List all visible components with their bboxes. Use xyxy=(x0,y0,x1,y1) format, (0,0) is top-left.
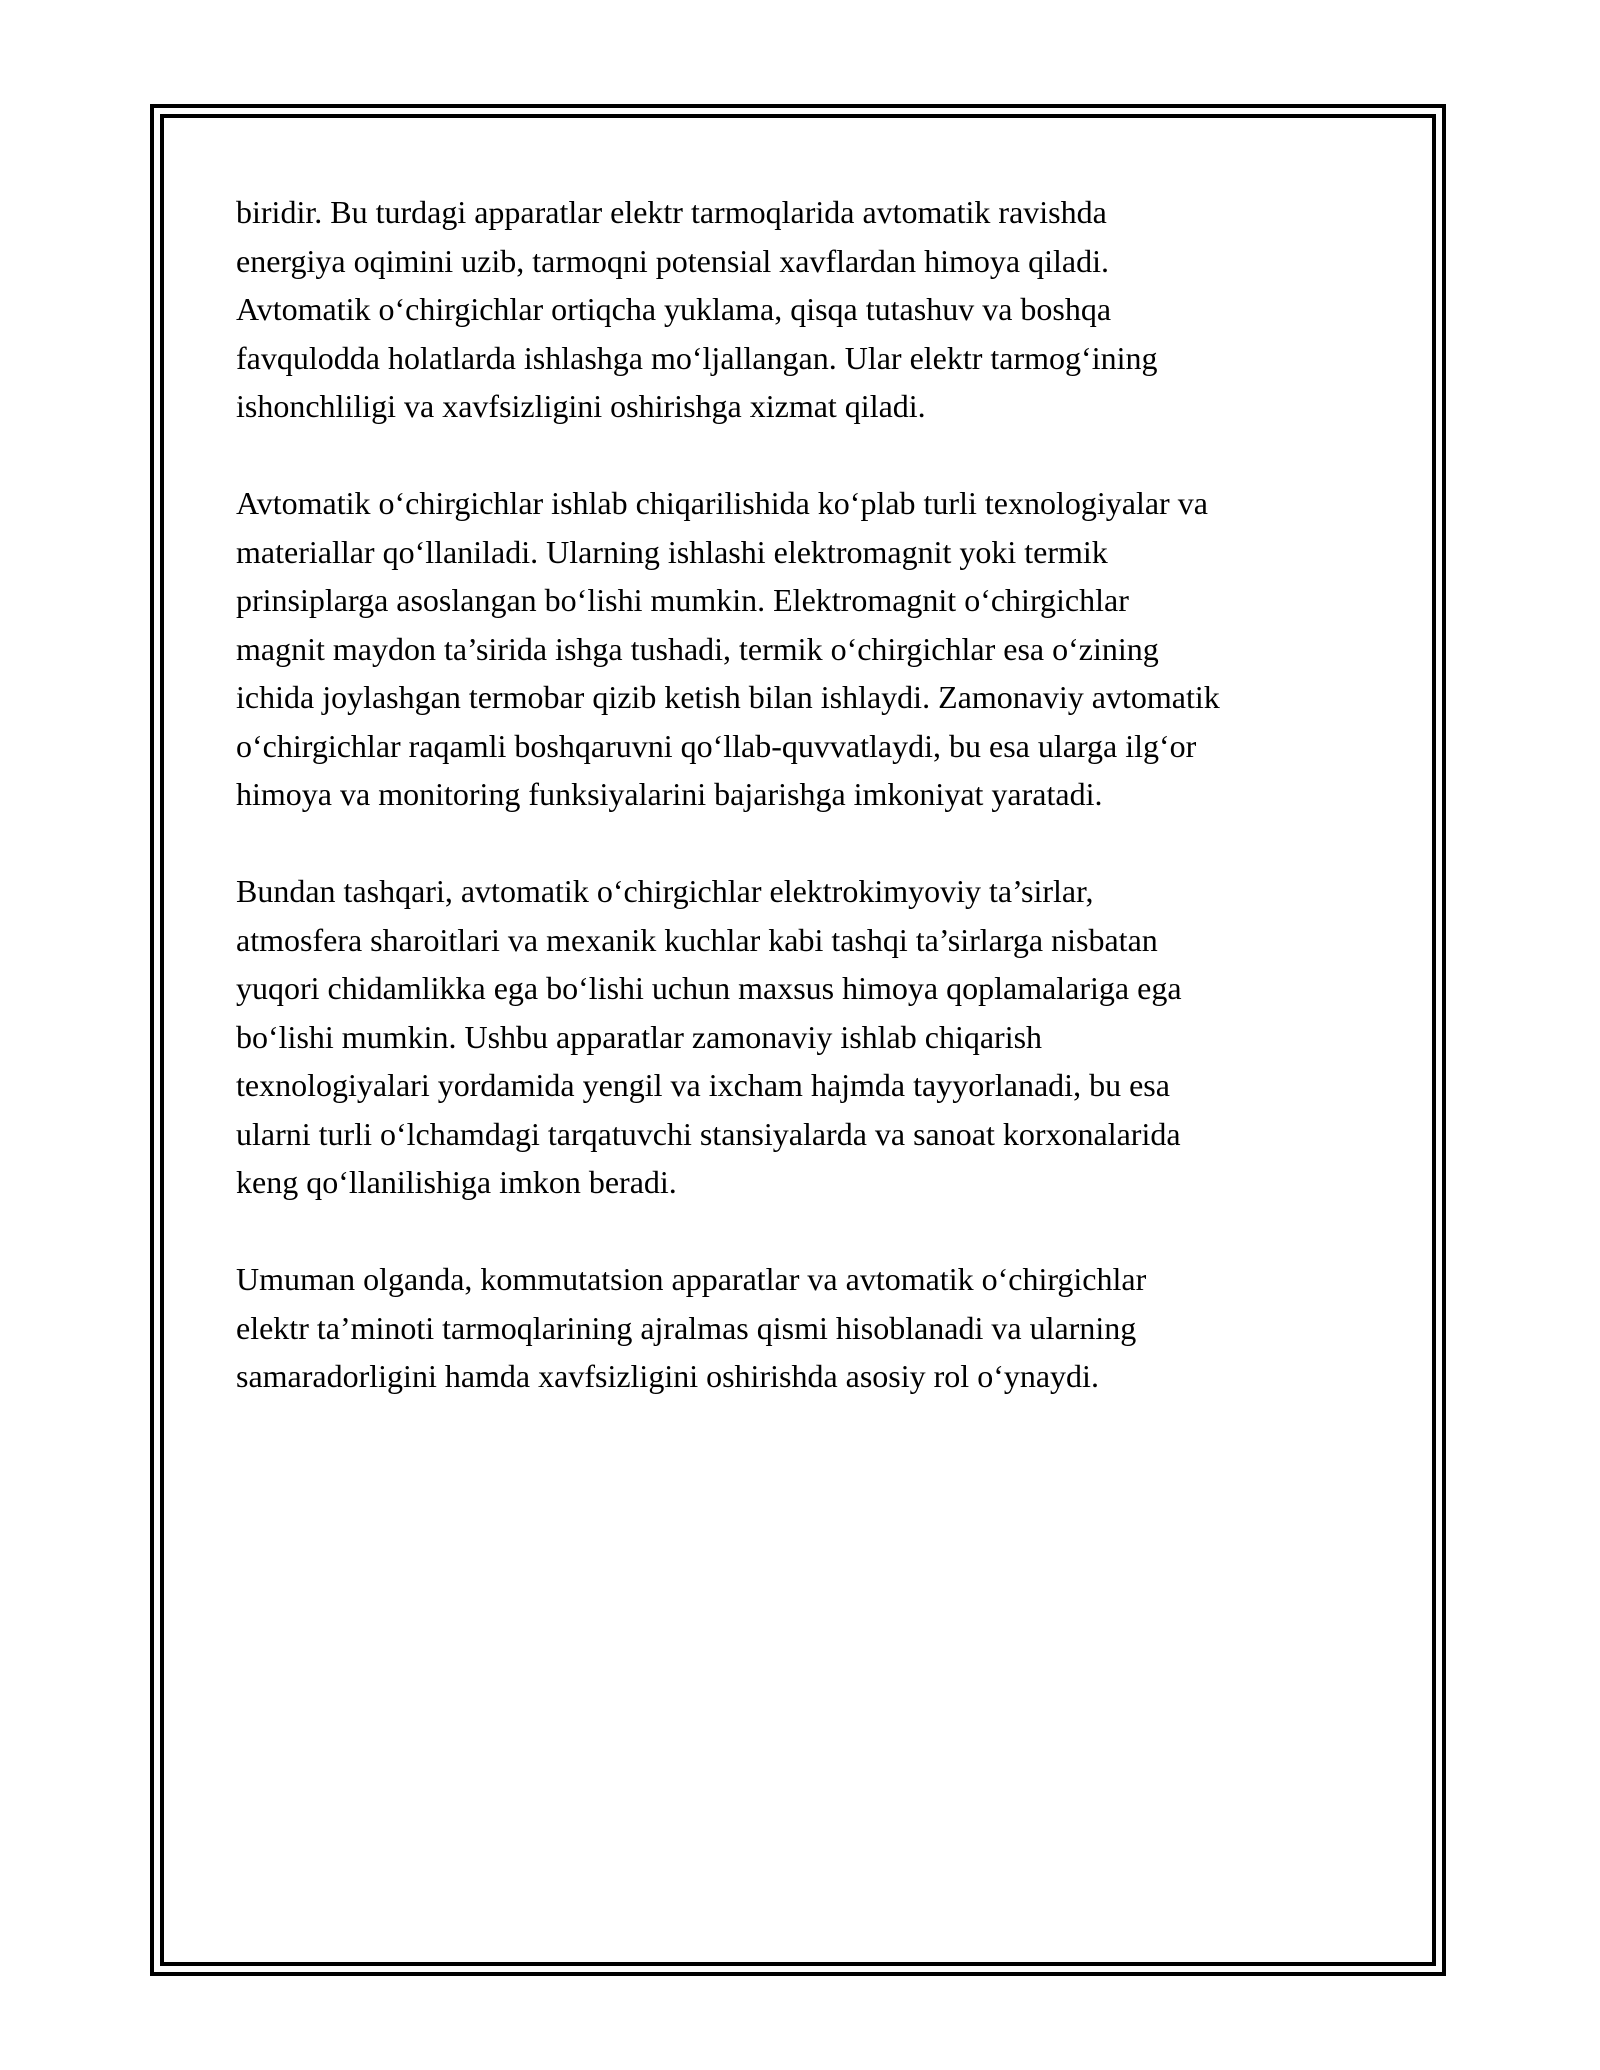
paragraph-2 xyxy=(236,479,1376,819)
text-line: energiya oqimini uzib, tarmoqni potensial xavflardan himoya qiladi. xyxy=(236,242,1109,279)
text-line: himoya va monitoring funksiyalarini bajarishga imkoniyat yaratadi. xyxy=(236,776,1103,812)
text-line: samaradorligini hamda xavfsizligini oshirishda asosiy rol o‘ynaydi. xyxy=(236,1358,1099,1394)
text-line: Avtomatik o‘chirgichlar ishlab chiqarilishida ko‘plab turli texnologiyalar va xyxy=(236,485,1208,521)
text-line: ishonchliligi va xavfsizligini oshirishga xizmat qiladi. xyxy=(236,388,926,424)
text-line: bo‘lishi mumkin. Ushbu apparatlar zamonaviy ishlab chiqarish xyxy=(236,1018,1043,1055)
text-line: Bundan tashqari, avtomatik o‘chirgichlar elektrokimyoviy ta’sirlar, xyxy=(236,873,1094,909)
text-line: magnit maydon ta’sirida ishga tushadi, termik o‘chirgichlar esa o‘zining xyxy=(236,630,1159,667)
paragraph-1 xyxy=(236,188,1376,431)
document-body xyxy=(236,188,1376,1449)
text-line: o‘chirgichlar raqamli boshqaruvni qo‘llab-quvvatlaydi, bu esa ularga ilg‘or xyxy=(236,727,1197,764)
text-line: favqulodda holatlarda ishlashga mo‘ljallangan. Ular elektr tarmog‘ining xyxy=(236,339,1158,376)
paragraph-3 xyxy=(236,867,1376,1207)
text-line: ichida joylashgan termobar qizib ketish bilan ishlaydi. Zamonaviy avtomatik xyxy=(236,679,1220,715)
text-line: atmosfera sharoitlari va mexanik kuchlar kabi tashqi ta’sirlarga nisbatan xyxy=(236,921,1158,958)
text-line: Umuman olganda, kommutatsion apparatlar va avtomatik o‘chirgichlar xyxy=(236,1261,1147,1297)
text-line: biridir. Bu turdagi apparatlar elektr tarmoqlarida avtomatik ravishda xyxy=(236,194,1107,230)
text-line: texnologiyalari yordamida yengil va ixcham hajmda tayyorlanadi, bu esa xyxy=(236,1067,1170,1103)
text-line: elektr ta’minoti tarmoqlarining ajralmas qismi hisoblanadi va ularning xyxy=(236,1309,1137,1346)
text-line: ularni turli o‘lchamdagi tarqatuvchi stansiyalarda va sanoat korxonalarida xyxy=(236,1115,1181,1152)
text-line: prinsiplarga asoslangan bo‘lishi mumkin. Elektromagnit o‘chirgichlar xyxy=(236,582,1129,618)
paragraph-4 xyxy=(236,1255,1376,1401)
text-line: keng qo‘llanilishiga imkon beradi. xyxy=(236,1164,677,1200)
text-line: Avtomatik o‘chirgichlar ortiqcha yuklama, qisqa tutashuv va boshqa xyxy=(236,291,1112,327)
text-line: yuqori chidamlikka ega bo‘lishi uchun maxsus himoya qoplamalariga ega xyxy=(236,970,1182,1006)
text-line: materiallar qo‘llaniladi. Ularning ishlashi elektromagnit yoki termik xyxy=(236,533,1108,570)
